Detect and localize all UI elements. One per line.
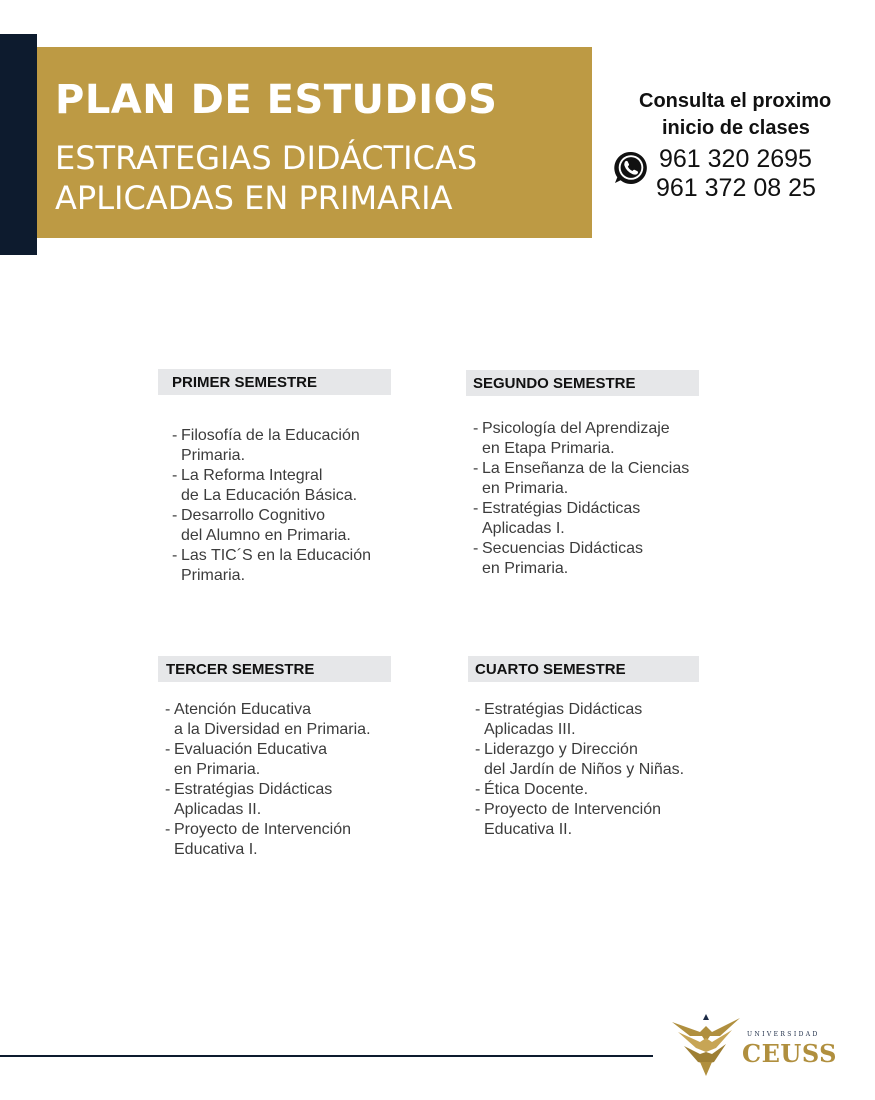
semester-1-header: PRIMER SEMESTRE <box>158 369 391 395</box>
course-item: - Las TIC´S en la Educación Primaria. <box>172 547 372 584</box>
course-item: - Secuencias Didácticas en Primaria. <box>473 540 643 577</box>
course-item: - Estratégias Didácticas Aplicadas I. <box>473 500 641 537</box>
logo-university-text: UNIVERSIDAD <box>747 1031 820 1038</box>
contact-heading-line1: Consulta el proximo <box>639 90 832 112</box>
program-name-line2: APLICADAS EN PRIMARIA <box>55 179 453 217</box>
course-item: - Psicología del Aprendizaje en Etapa Primaria. <box>473 420 670 457</box>
eagle-emblem-icon <box>670 1012 742 1078</box>
phone-number-2[interactable]: 961 372 08 25 <box>656 174 816 202</box>
semester-4-course-list <box>475 700 684 840</box>
semester-1-course-list <box>172 426 371 586</box>
course-item: - Atención Educativa a la Diversidad en Primaria. <box>165 701 371 738</box>
semester-2-course-list <box>473 419 689 579</box>
phone-number-1[interactable]: 961 320 2695 <box>659 145 812 173</box>
page-title: PLAN DE ESTUDIOS <box>55 77 498 123</box>
footer-divider <box>0 1055 653 1057</box>
semester-2-header: SEGUNDO SEMESTRE <box>466 370 699 396</box>
navy-side-bar <box>0 34 37 255</box>
semester-4-header: CUARTO SEMESTRE <box>468 656 699 682</box>
logo-name: CEUSS <box>742 1039 837 1068</box>
university-logo <box>670 1010 835 1080</box>
course-item: - Desarrollo Cognitivo del Alumno en Primaria. <box>172 507 351 544</box>
course-item: - La Reforma Integral de La Educación Básica. <box>172 467 358 504</box>
program-name-line1: ESTRATEGIAS DIDÁCTICAS <box>55 139 478 177</box>
course-item: - Filosofía de la Educación Primaria. <box>172 427 360 464</box>
header-banner <box>37 47 592 238</box>
whatsapp-icon <box>612 149 650 187</box>
course-item: - Proyecto de Intervención Educativa I. <box>165 821 351 858</box>
semester-3-header: TERCER SEMESTRE <box>158 656 391 682</box>
course-item: - Evaluación Educativa en Primaria. <box>165 741 327 778</box>
course-item: - Estratégias Didácticas Aplicadas III. <box>475 701 643 738</box>
semester-3-course-list <box>165 700 371 860</box>
course-item: - Proyecto de Intervención Educativa II. <box>475 801 661 838</box>
course-item: - Ética Docente. <box>475 781 589 798</box>
course-item: - La Enseñanza de la Ciencias en Primaria. <box>473 460 690 497</box>
course-item: - Liderazgo y Dirección del Jardín de Niños y Niñas. <box>475 741 685 778</box>
contact-heading-line2: inicio de clases <box>662 117 810 139</box>
course-item: - Estratégias Didácticas Aplicadas II. <box>165 781 333 818</box>
